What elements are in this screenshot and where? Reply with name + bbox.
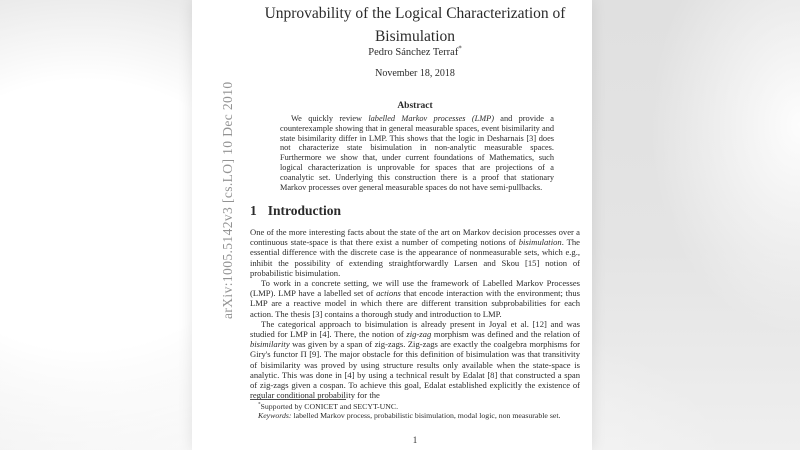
page-number: 1 bbox=[412, 435, 418, 445]
abstract-text: We quickly review labelled Markov processes (LMP) and provide a counterexample showing that in general measurable spaces, event bisimilarity and state bisimilarity differ in LMP. This shows that the logic in Desharnais [3] does not characterize state bisimulation in non-analytic measurable spaces. Furthermore we show that, under current foundations of Mathematics, such logical characterization is unprovable for spaces that are projections of a coanalytic set. Underlying this construction there is a proof that stationary Markov processes over general measurable spaces do not have semi-pullbacks. bbox=[280, 114, 554, 192]
paragraph: To work in a concrete setting, we will use the framework of Labelled Markov Processes (LMP). LMP have a labelled set of actions that encode interaction with the environment; thus LMP are a reactive model in which there are different transition subprobabilities for each action. The thesis [3] contains a thorough study and introduction to LMP. bbox=[250, 278, 581, 319]
author-name: Pedro Sánchez Terraf bbox=[368, 47, 459, 58]
footnote-support-text: Supported by CONICET and SECYT-UNC. bbox=[260, 402, 399, 411]
abstract-heading: Abstract bbox=[397, 101, 433, 111]
section-heading bbox=[250, 203, 580, 219]
page-content bbox=[250, 0, 580, 450]
arxiv-watermark: arXiv:1005.5142v3 [cs.LO] 10 Dec 2010 bbox=[220, 81, 235, 319]
paper-title-line1: Unprovability of the Logical Characterization of bbox=[264, 5, 566, 22]
section-title: Introduction bbox=[267, 203, 342, 218]
paper-title-line2: Bisimulation bbox=[374, 28, 456, 45]
intro-paragraphs bbox=[250, 227, 580, 400]
footnote-rule bbox=[250, 399, 346, 400]
paragraph: One of the more interesting facts about the state of the art on Markov decision processes over a continuous state-space is that there exist a number of competing notions of bisimulation. The essential difference with the discrete case is the appearance of nonmeasurable sets, which e.g., inhibit the possibility of extending straightforwardly Larsen and Skou [15] notion of probabilistic bisimulation. bbox=[250, 227, 580, 278]
footnote-block bbox=[250, 399, 580, 421]
paper-title bbox=[250, 2, 580, 48]
footnote-support-mark: * bbox=[258, 401, 261, 408]
footnote-keywords: Keywords: labelled Markov process, probabilistic bisimulation, modal logic, non measurable set. bbox=[258, 411, 561, 421]
date-line: November 18, 2018 bbox=[375, 68, 455, 79]
author-footnote-mark: * bbox=[458, 45, 462, 53]
paragraph: The categorical approach to bisimulation is already present in Joyal et al. [12] and was studied for LMP in [4]. There, the notion of zig-zag morphism was defined and the relation of bisimilarity was given by a span of zig-zags. Zig-zags are exactly the coalgebra morphisms for Giry's functor Π [9]. The major obstacle for this definition of bisimulation was that transitivity of bisimilarity was proved by using structure results only available when the state-space is analytic. This was done in [4] by using a technical result by Edalat [8] that constructed a span of zig-zags given a cospan. To achieve this goal, Edalat established explicitly the existence of regular conditional probability for the bbox=[250, 318, 580, 401]
footnote-support bbox=[250, 402, 580, 411]
section-number: 1 bbox=[250, 203, 257, 218]
author-line bbox=[250, 47, 580, 58]
